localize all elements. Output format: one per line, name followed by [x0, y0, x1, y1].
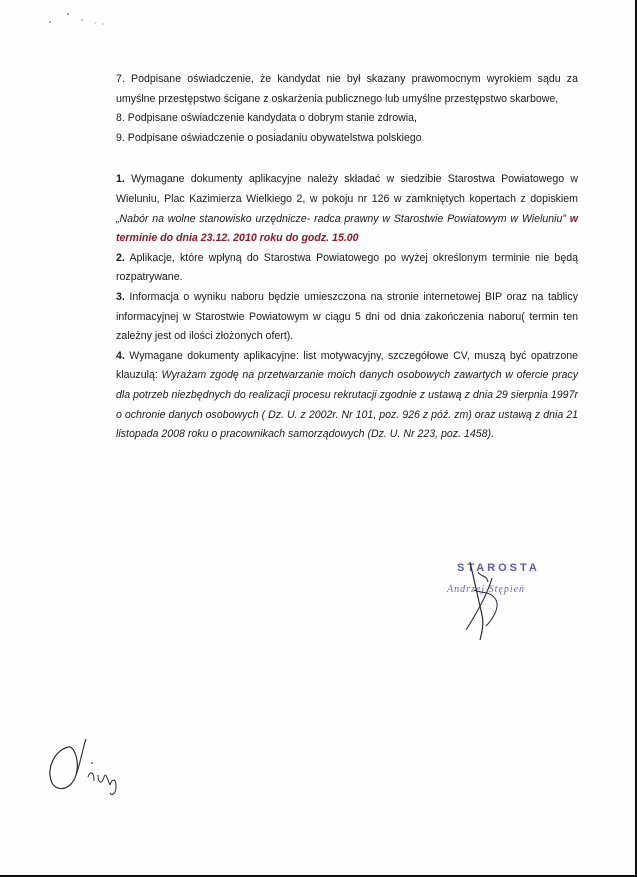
instruction-text: Informacja o wyniku naboru będzie umieszczona na stronie internetowej BIP oraz na tablicy informacyjnej w Starostwie Powiatowym w ciągu 5 dni od dnia zakończenia naboru( termin ten zależny jest od ilości złożonych ofert). — [116, 290, 578, 343]
instruction-text: Wymagane dokumenty aplikacyjne: list motywacyjny, szczegółowe CV, muszą być opatrzone klauzulą: — [116, 349, 578, 382]
instruction-number: 3. — [116, 290, 125, 303]
list-item-7: 7. Podpisane oświadczenie, że kandydat nie był skazany prawomocnym wyrokiem sądu za umyślne przestępstwo ścigane z oskarżenia publicznego lub umyślne przestępstwo skarbowe, — [116, 73, 578, 105]
instruction-2 — [116, 249, 578, 288]
deadline-text: w terminie do dnia 23.12. 2010 roku do godz. 15.00 — [116, 212, 578, 245]
instruction-text: Aplikacje, które wpłyną do Starostwa Powiatowego po wyżej określonym terminie nie będą rozpatrywane. — [116, 251, 578, 284]
list-item-9: 9. Podpisane oświadczenie o posiadaniu obywatelstwa polskiego — [116, 131, 422, 144]
instruction-number: 1. — [116, 173, 125, 186]
handwritten-signature — [40, 735, 130, 805]
instruction-number: 4. — [116, 349, 125, 362]
instruction-number: 2. — [116, 251, 125, 264]
instruction-text: Wymagane dokumenty aplikacyjne należy składać w siedzibie Starostwa Powiatowego w Wieluniu, Plac Kazimierza Wielkiego 2, w pokoju nr 126 w zamkniętych kopertach z dopiskiem — [116, 173, 578, 205]
instruction-4 — [116, 347, 578, 445]
stamp-name: Andrzej Stępień — [447, 584, 526, 595]
starosta-signature — [452, 560, 522, 645]
list-item-8: 8. Podpisane oświadczenie kandydata o dobrym stanie zdrowia, — [116, 112, 417, 125]
scan-specks — [40, 8, 120, 28]
instruction-1 — [116, 170, 578, 248]
stamp-title: STAROSTA — [457, 562, 540, 574]
consent-clause: Wyrażam zgodę na przetwarzanie moich danych osobowych zawartych w ofercie pracy dla potrzeb niezbędnych do realizacji procesu rekrutacji zgodnie z ustawą z dnia 29 sierpnia 1997r o ochronie danych osobowych ( Dz. U. z 2002r. Nr 101, poz. 926 z póź. zm) oraz ustawą z dnia 21 listopada 2008 roku o pracownikach samorządowych (Dz. U. Nr 223, poz. 1458). — [116, 369, 578, 441]
envelope-label: „Nabór na wolne stanowisko urzędnicze- radca prawny w Starostwie Powiatowym w Wieluniu” — [116, 212, 566, 225]
document-body — [116, 70, 578, 445]
instruction-3 — [116, 288, 578, 347]
